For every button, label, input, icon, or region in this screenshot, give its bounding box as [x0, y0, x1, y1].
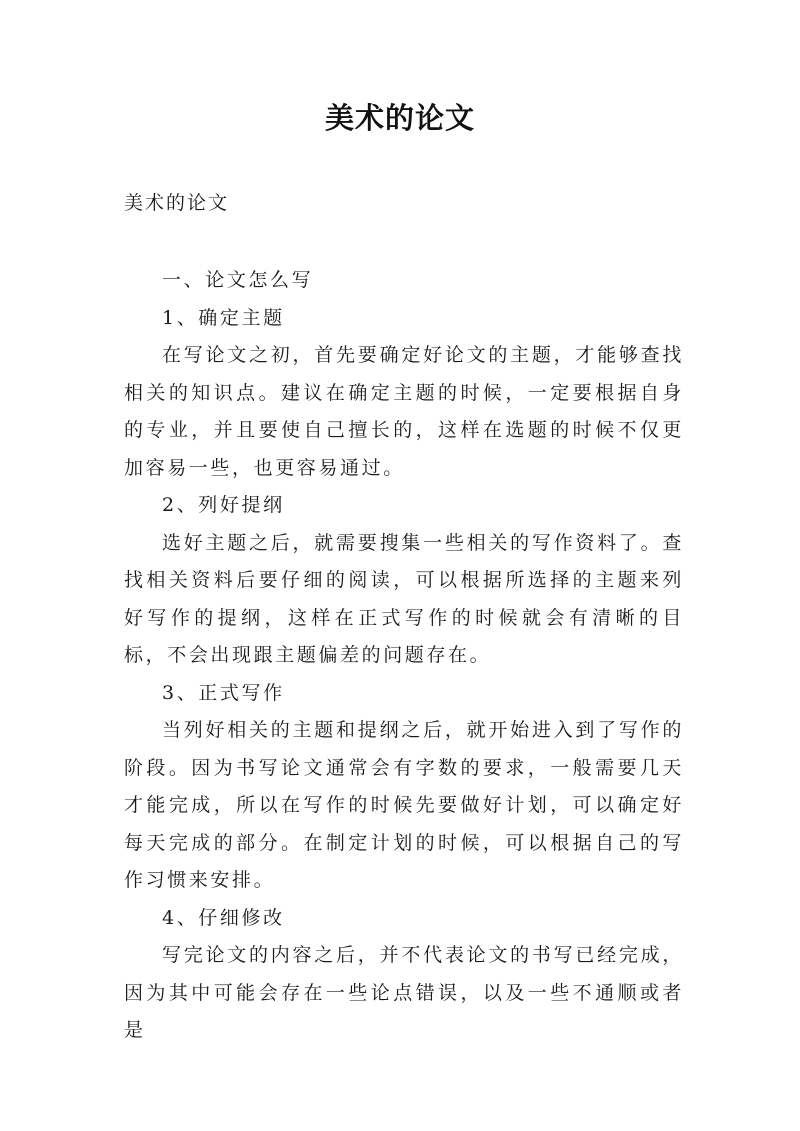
subsection-heading: 3、正式写作 — [162, 681, 285, 704]
section-heading: 一、论文怎么写 — [162, 269, 314, 291]
subsection-heading: 4、仔细修改 — [162, 906, 285, 929]
subsection-heading: 1、确定主题 — [162, 306, 285, 329]
document-body — [124, 262, 684, 1050]
body-paragraph: 在写论文之初，首先要确定好论文的主题，才能够查找相关的知识点。建议在确定主题的时候，一定要根据自身的专业，并且要使自己擅长的，这样在选题的时候不仅更加容易一些，也更容易通过。 — [124, 344, 684, 479]
document-subtitle: 美术的论文 — [124, 192, 230, 214]
body-paragraph: 当列好相关的主题和提纲之后，就开始进入到了写作的阶段。因为书写论文通常会有字数的要求，一般需要几天才能完成，所以在写作的时候先要做好计划，可以确定好每天完成的部分。在制定计划的时候，可以根据自己的写作习惯来安排。 — [124, 719, 684, 891]
document-title: 美术的论文 — [324, 101, 475, 135]
body-paragraph: 写完论文的内容之后，并不代表论文的书写已经完成，因为其中可能会存在一些论点错误，以及一些不通顺或者是 — [124, 944, 684, 1041]
body-paragraph: 选好主题之后，就需要搜集一些相关的写作资料了。查找相关资料后要仔细的阅读，可以根据所选择的主题来列好写作的提纲，这样在正式写作的时候就会有清晰的目标，不会出现跟主题偏差的问题存在。 — [124, 531, 684, 666]
subsection-heading: 2、列好提纲 — [162, 494, 285, 516]
